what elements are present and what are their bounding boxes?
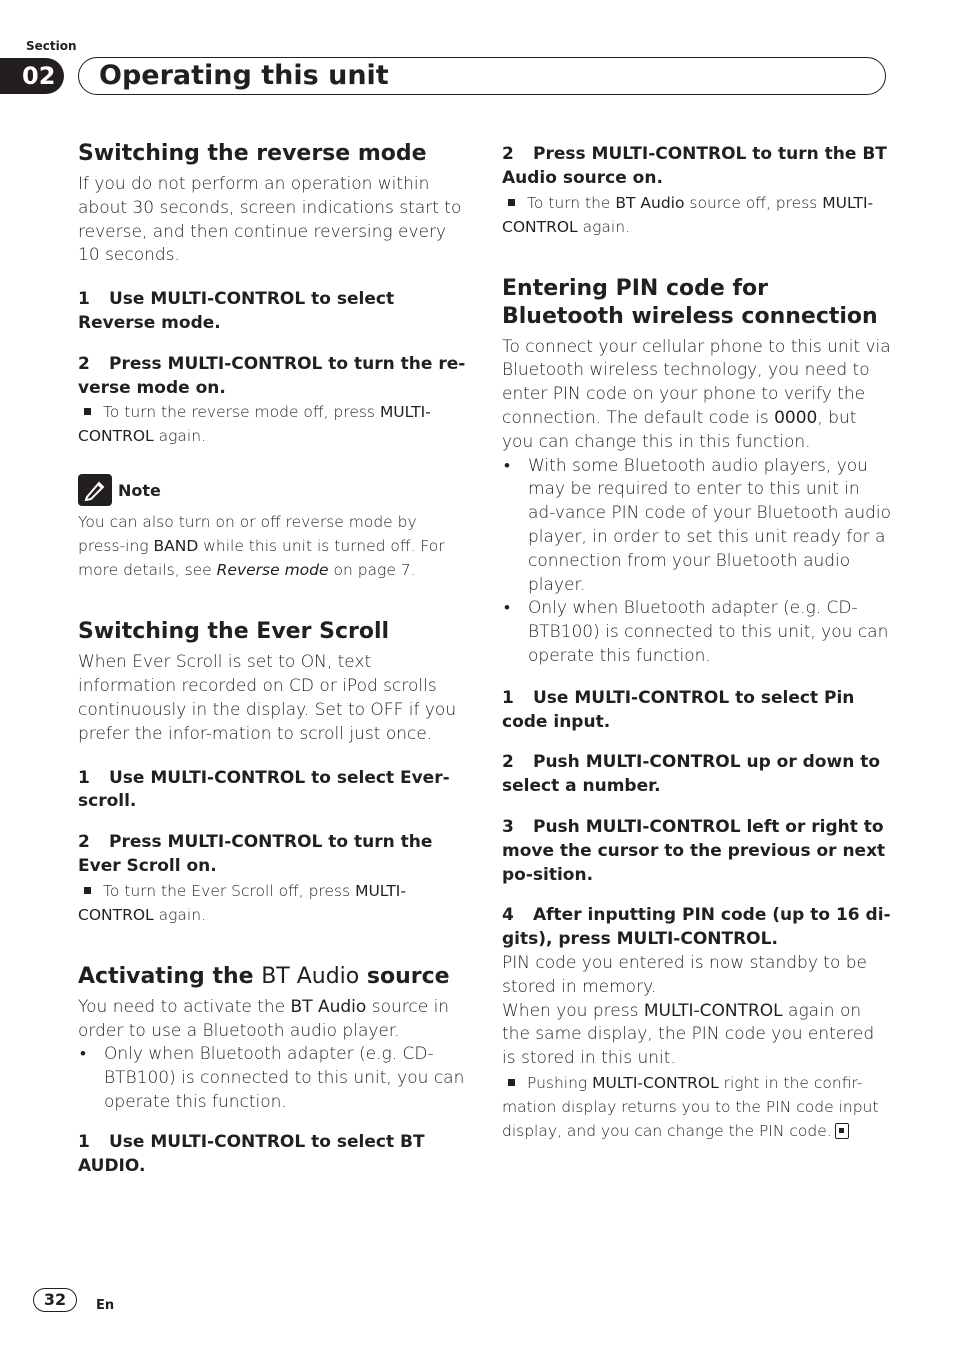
reverse-body: If you do not perform an operation within about 30 seconds, screen indications start to reverse, and then continue reversing every 10 seconds.	[78, 174, 462, 266]
bt-step-1: 1 Use MULTI-CONTROL to select BT AUDIO.	[78, 1131, 425, 1176]
pin-bullets	[502, 455, 892, 669]
pin-tip: Pushing MULTI-CONTROL right in the confir-mation display returns you to the PIN code input display, and you can change the PIN code.	[502, 1073, 879, 1140]
note-body: You can also turn on or off reverse mode by press-ing BAND while this unit is turned off. For more details, see Reverse mode on page 7.	[78, 513, 445, 580]
heading-pin-code: Entering PIN code for Bluetooth wireless connection	[502, 275, 878, 329]
pencil-note-icon	[78, 474, 112, 506]
pin-step-3: 3 Push MULTI-CONTROL left or right to move the cursor to the previous or next po-sition.	[502, 816, 886, 885]
square-bullet-icon	[84, 887, 91, 894]
pin-after-2: When you press MULTI-CONTROL again on the same display, the PIN code you entered is stored in this unit.	[502, 1000, 875, 1069]
heading-ever-scroll: Switching the Ever Scroll	[78, 619, 390, 645]
bt-body: You need to activate the BT Audio source in order to use a Bluetooth audio player.	[78, 996, 450, 1041]
scroll-body: When Ever Scroll is set to ON, text information recorded on CD or iPod scrolls continuously in the display. Set to OFF if you prefer the infor-mation to scroll just once.	[78, 652, 457, 744]
page-title: Operating this unit	[99, 60, 389, 91]
scroll-step-1: 1 Use MULTI-CONTROL to select Ever-scroll.	[78, 767, 450, 812]
language-code: En	[96, 1298, 115, 1313]
list-item: • Only when Bluetooth adapter (e.g. CD-BTB100) is connected to this unit, you can operate this function.	[502, 597, 892, 668]
pin-step-1: 1 Use MULTI-CONTROL to select Pin code input.	[502, 687, 855, 732]
heading-bt-audio: Activating the BT Audio source	[78, 963, 450, 989]
page-title-bar	[78, 57, 886, 95]
reverse-tip: To turn the reverse mode off, press MULTI-CONTROL again.	[78, 403, 431, 446]
reverse-step-1: 1 Use MULTI-CONTROL to select Reverse mode.	[78, 289, 395, 333]
right-column	[502, 143, 892, 1143]
bt-step-2: 2 Press MULTI-CONTROL to turn the BT Audio source on.	[502, 144, 887, 188]
list-item: • Only when Bluetooth adapter (e.g. CD-BTB100) is connected to this unit, you can operate this function.	[78, 1043, 466, 1114]
section-number: 02	[0, 58, 64, 94]
pin-after-1: PIN code you entered is now standby to be stored in memory.	[502, 952, 868, 997]
square-bullet-icon	[508, 199, 515, 206]
scroll-step-2: 2 Press MULTI-CONTROL to turn the Ever Scroll on.	[78, 832, 433, 876]
page-number: 32	[33, 1288, 77, 1312]
note-title: Note	[118, 480, 161, 500]
left-column	[78, 140, 466, 1178]
square-bullet-icon	[508, 1079, 515, 1086]
section-label: Section	[26, 39, 77, 53]
note-header	[78, 474, 466, 506]
list-item: • With some Bluetooth audio players, you may be required to enter to this unit in ad-vance PIN code of your Bluetooth audio player, in order to set this unit ready for a connection from your Bluetooth audio player.	[502, 455, 892, 598]
pin-body: To connect your cellular phone to this unit via Bluetooth wireless technology, you need to enter PIN code on your phone to verify the connection. The default code is 0000, but you can change this in this function.	[502, 336, 891, 452]
end-of-section-icon	[835, 1123, 849, 1139]
pin-step-4: 4 After inputting PIN code (up to 16 di-gits), press MULTI-CONTROL.	[502, 905, 891, 950]
heading-reverse-mode: Switching the reverse mode	[78, 141, 427, 166]
scroll-tip: To turn the Ever Scroll off, press MULTI-CONTROL again.	[78, 881, 406, 924]
reverse-step-2: 2 Press MULTI-CONTROL to turn the re-verse mode on.	[78, 353, 466, 398]
bt-tip: To turn the BT Audio source off, press MULTI-CONTROL again.	[502, 193, 874, 236]
bt-bullets	[78, 1043, 466, 1114]
square-bullet-icon	[84, 408, 91, 415]
pin-step-2: 2 Push MULTI-CONTROL up or down to select a number.	[502, 752, 881, 797]
